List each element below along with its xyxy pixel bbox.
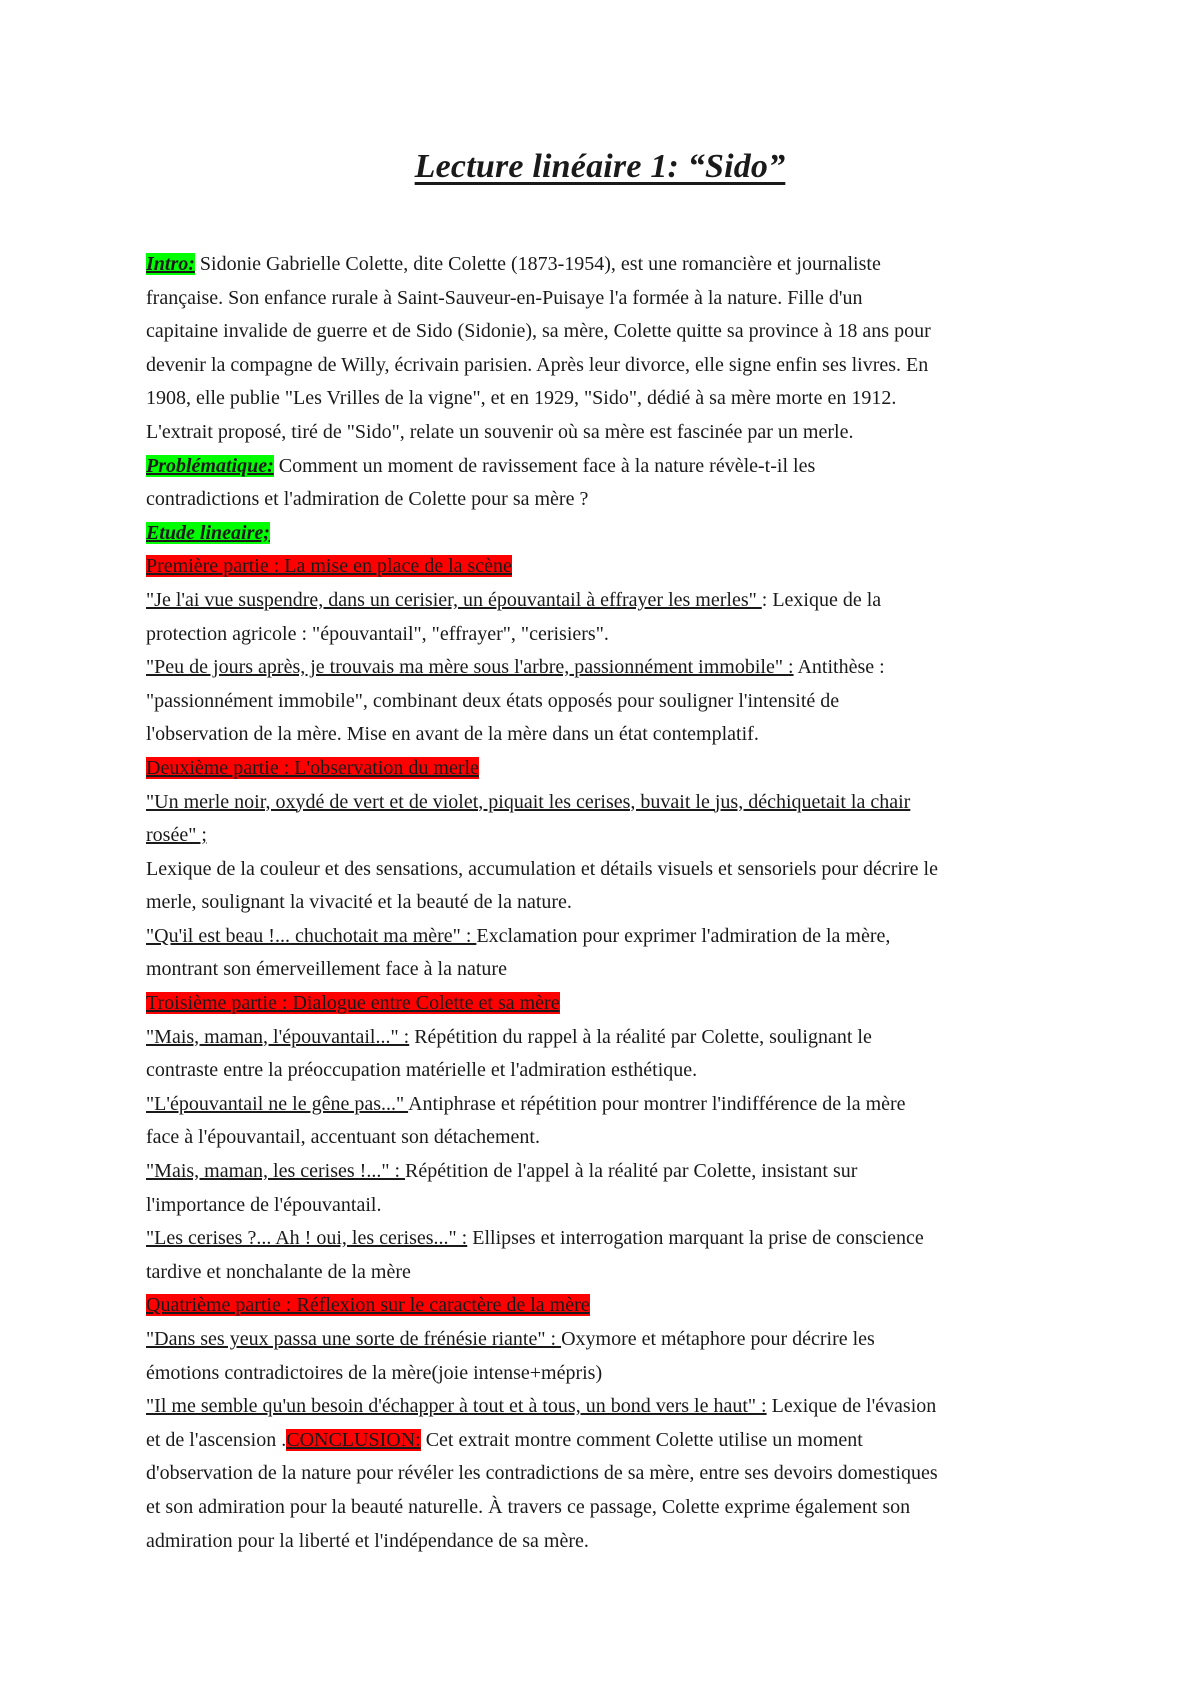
intro-line-6: L'extrait proposé, tiré de "Sido", relate un souvenir où sa mère est fascinée par un merle. <box>146 420 854 443</box>
partie1-quote-1: "Je l'ai vue suspendre, dans un cerisier, un épouvantail à effrayer les merles" <box>146 588 762 611</box>
partie3-comment-1: Répétition du rappel à la réalité par Colette, soulignant le <box>409 1025 872 1048</box>
partie4-heading-line <box>146 1289 1064 1323</box>
intro-line-5: 1908, elle publie "Les Vrilles de la vigne", et en 1929, "Sido", dédié à sa mère morte en 1912. <box>146 387 897 410</box>
partie2-line-6: montrant son émerveillement face à la nature <box>146 958 507 981</box>
intro-line-4: devenir la compagne de Willy, écrivain parisien. Après leur divorce, elle signe enfin ses livres. En <box>146 353 929 376</box>
document-body <box>146 248 1064 1558</box>
partie2-line-2 <box>146 819 1064 853</box>
partie2-quote-2: "Qu'il est beau !... chuchotait ma mère" : <box>146 924 477 947</box>
partie4-line-3 <box>146 1390 1064 1424</box>
partie1-line-1 <box>146 584 1064 618</box>
partie4-comment-2: Lexique de l'évasion <box>766 1395 937 1418</box>
etude-line <box>146 517 1064 551</box>
partie4-quote-2: "Il me semble qu'un besoin d'échapper à tout et à tous, un bond vers le haut" : <box>146 1395 767 1418</box>
partie2-heading: Deuxième partie : L'observation du merle <box>146 756 479 779</box>
partie3-line-4: face à l'épouvantail, accentuant son détachement. <box>146 1126 540 1149</box>
problematique-line-2: contradictions et l'admiration de Colette pour sa mère ? <box>146 488 589 511</box>
partie3-heading-line <box>146 987 1064 1021</box>
intro-label: Intro: <box>146 253 195 275</box>
partie3-line-8: tardive et nonchalante de la mère <box>146 1260 411 1283</box>
partie2-line-4: merle, soulignant la vivacité et la beauté de la nature. <box>146 891 572 914</box>
partie4-line-4 <box>146 1424 1064 1458</box>
conclusion-line-1: d'observation de la nature pour révéler les contradictions de sa mère, entre ses devoirs domestiques <box>146 1462 938 1485</box>
partie3-line-7 <box>146 1222 1064 1256</box>
etude-label: Etude lineaire; <box>146 521 270 544</box>
conclusion-line-2: et son admiration pour la beauté naturelle. À travers ce passage, Colette exprime également son <box>146 1495 911 1518</box>
conclusion-line-3: admiration pour la liberté et l'indépendance de sa mère. <box>146 1529 589 1552</box>
partie3-line-2: contraste entre la préoccupation matérielle et l'admiration esthétique. <box>146 1059 698 1082</box>
partie3-quote-3: "Mais, maman, les cerises !..." : <box>146 1160 406 1183</box>
partie2-line-1 <box>146 786 1064 820</box>
intro-line-2: française. Son enfance rurale à Saint-Sauveur-en-Puisaye l'a formée à la nature. Fille d'un <box>146 286 863 309</box>
partie4-comment-1: Oxymore et métaphore pour décrire les <box>561 1328 875 1350</box>
partie1-comment-1: : Lexique de la <box>761 588 882 611</box>
intro-text: Sidonie Gabrielle Colette, dite Colette (1873-1954), est une romancière et journaliste <box>194 253 881 275</box>
partie3-comment-2: Antiphrase et répétition pour montrer l'indifférence de la mère <box>408 1092 906 1115</box>
partie1-line-5: l'observation de la mère. Mise en avant de la mère dans un état contemplatif. <box>146 723 759 746</box>
partie1-quote-2: "Peu de jours après, je trouvais ma mère sous l'arbre, passionnément immobile" : <box>146 656 794 679</box>
partie2-comment-2: Exclamation pour exprimer l'admiration de la mère, <box>476 924 891 947</box>
partie1-line-2: protection agricole : "épouvantail", "effrayer", "cerisiers". <box>146 622 609 645</box>
partie2-heading-line <box>146 752 1064 786</box>
partie4-quote-1: "Dans ses yeux passa une sorte de frénésie riante" : <box>146 1328 562 1350</box>
partie2-line-3: Lexique de la couleur et des sensations, accumulation et détails visuels et sensoriels pour décrire le <box>146 857 938 880</box>
problematique-line-1 <box>146 450 1064 484</box>
partie2-line-5 <box>146 920 1064 954</box>
partie4-line-1 <box>146 1323 1064 1357</box>
partie4-comment-2b: et de l'ascension . <box>146 1428 287 1451</box>
partie2-quote-1a: "Un merle noir, oxydé de vert et de violet, piquait les cerises, buvait le jus, déchiquetait la chair <box>146 790 911 813</box>
partie4-line-2: émotions contradictoires de la mère(joie intense+mépris) <box>146 1361 603 1384</box>
partie3-comment-4: Ellipses et interrogation marquant la prise de conscience <box>467 1227 924 1250</box>
partie1-heading-line <box>146 550 1064 584</box>
partie3-line-6: l'importance de l'épouvantail. <box>146 1193 382 1216</box>
problematique-label: Problématique: <box>146 454 274 477</box>
problematique-text: Comment un moment de ravissement face à la nature révèle-t-il les <box>273 454 816 477</box>
intro-line-3: capitaine invalide de guerre et de Sido (Sidonie), sa mère, Colette quitte sa province à 18 ans pour <box>146 320 931 343</box>
partie3-line-5 <box>146 1155 1064 1189</box>
intro-line-1 <box>146 248 1064 282</box>
partie3-comment-3: Répétition de l'appel à la réalité par Colette, insistant sur <box>405 1160 858 1183</box>
partie1-heading: Première partie : La mise en place de la scène <box>146 555 512 578</box>
partie3-quote-2: "L'épouvantail ne le gêne pas..." <box>146 1092 409 1115</box>
partie3-quote-4: "Les cerises ?... Ah ! oui, les cerises..." : <box>146 1227 468 1250</box>
partie3-line-3 <box>146 1088 1064 1122</box>
partie1-line-4: "passionnément immobile", combinant deux états opposés pour souligner l'intensité de <box>146 689 840 712</box>
partie3-line-1 <box>146 1021 1064 1055</box>
partie3-heading: Troisième partie : Dialogue entre Colette et sa mère <box>146 992 560 1015</box>
partie4-heading: Quatrième partie : Réflexion sur le caractère de la mère <box>146 1294 590 1317</box>
partie2-quote-1b: rosée" ; <box>146 824 207 847</box>
conclusion-label: CONCLUSION: <box>286 1428 421 1451</box>
document-title: Lecture linéaire 1: “Sido” <box>414 148 786 185</box>
partie1-line-3 <box>146 651 1064 685</box>
partie1-comment-2: Antithèse : <box>793 656 885 679</box>
conclusion-text-1: Cet extrait montre comment Colette utilise un moment <box>420 1428 863 1451</box>
partie3-quote-1: "Mais, maman, l'épouvantail..." : <box>146 1025 410 1048</box>
